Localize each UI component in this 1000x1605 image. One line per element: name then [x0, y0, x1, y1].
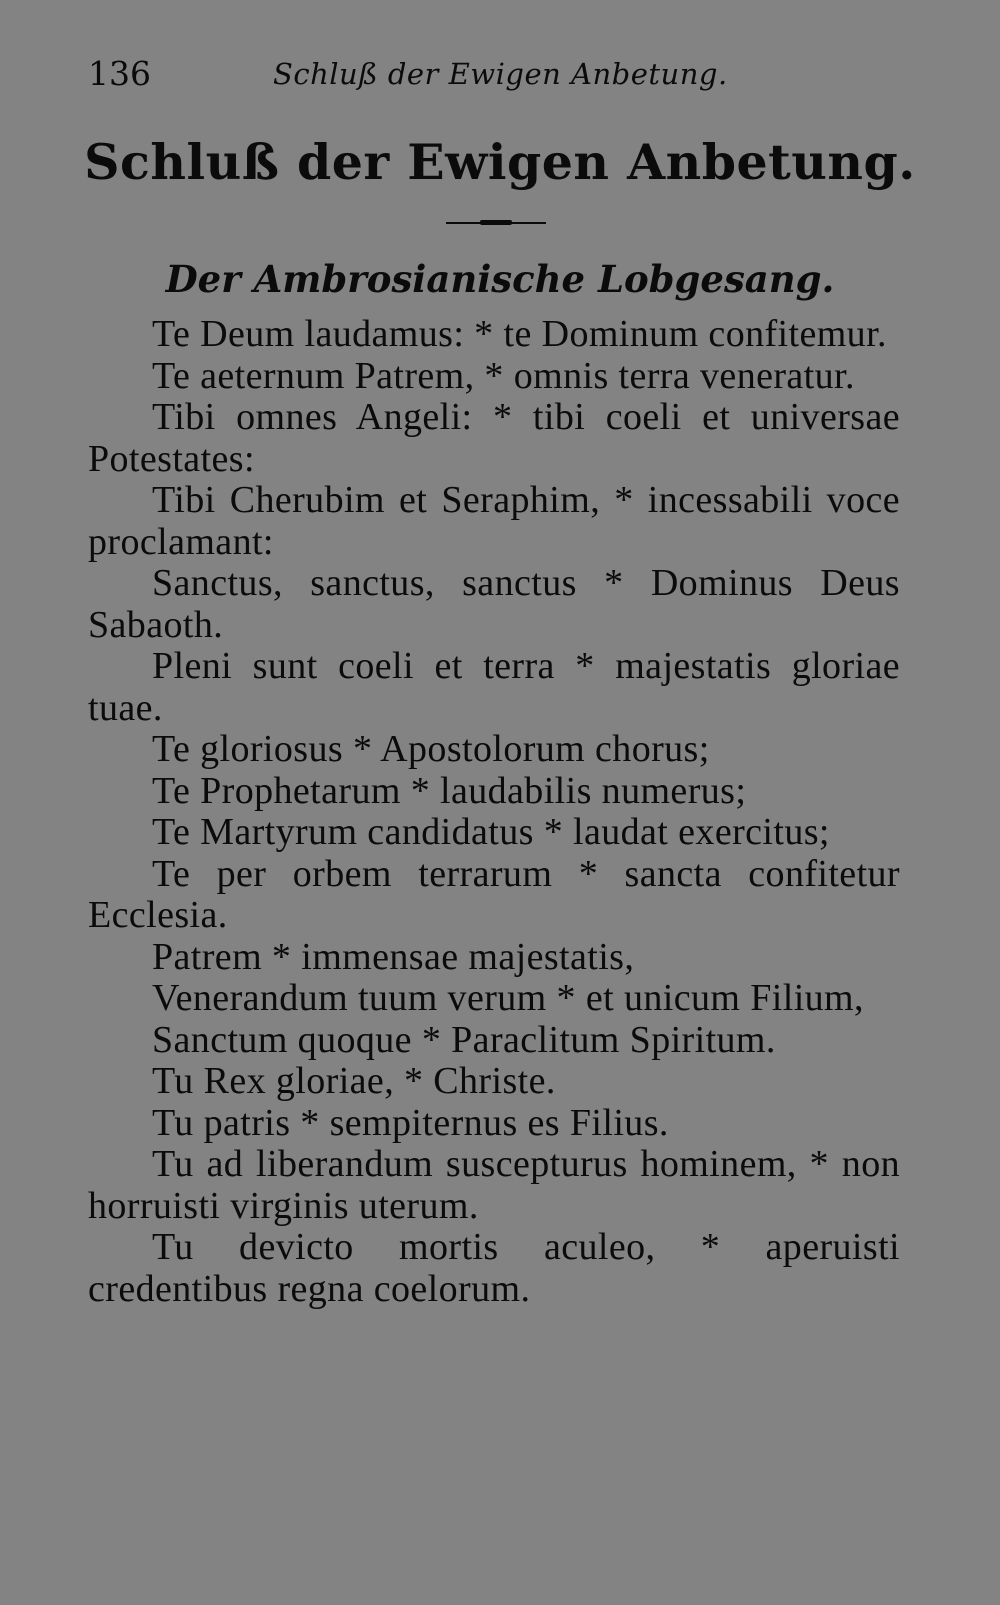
chapter-title: Schluß der Ewigen Anbetung. — [84, 133, 916, 191]
verse: Te Prophetarum * laudabilis numerus; — [152, 769, 747, 812]
hymn-title: Der Ambrosianische Lobgesang. — [165, 257, 835, 301]
verse: Tu Rex gloriae, * Christe. — [152, 1060, 556, 1102]
verse: Tibi omnes Angeli: * tibi coeli et universae Potestates: — [88, 396, 900, 480]
verse: Te Martyrum candidatus * laudat exercitus; — [152, 811, 830, 853]
verse: Te Deum laudamus: * te Dominum confitemur. — [152, 313, 887, 355]
verse: Te gloriosus * Apostolorum chorus; — [152, 728, 710, 770]
verse: Pleni sunt coeli et terra * majestatis gloriae tuae. — [88, 645, 900, 729]
verse: Te aeternum Patrem, * omnis terra veneratur. — [152, 354, 855, 397]
verse: Sanctus, sanctus, sanctus * Dominus Deus Sabaoth. — [88, 562, 900, 646]
hymn-text — [88, 314, 900, 1310]
verse: Tu ad liberandum suscepturus hominem, * non horruisti virginis uterum. — [88, 1143, 900, 1227]
verse: Tu patris * sempiternus es Filius. — [152, 1101, 669, 1144]
running-title: Schluß der Ewigen Anbetung. — [273, 57, 728, 91]
verse: Tibi Cherubim et Seraphim, * incessabili voce proclamant: — [88, 479, 900, 563]
verse: Te per orbem terrarum * sancta confitetur Ecclesia. — [88, 852, 900, 936]
verse: Sanctum quoque * Paraclitum Spiritum. — [152, 1018, 776, 1061]
verse: Tu devicto mortis aculeo, * aperuisti credentibus regna coelorum. — [88, 1226, 900, 1310]
verse: Patrem * immensae majestatis, — [152, 935, 635, 978]
ornamental-rule-center — [480, 220, 512, 225]
running-head — [88, 52, 900, 102]
verse: Venerandum tuum verum * et unicum Filium, — [152, 977, 864, 1019]
page-number: 136 — [88, 54, 151, 93]
